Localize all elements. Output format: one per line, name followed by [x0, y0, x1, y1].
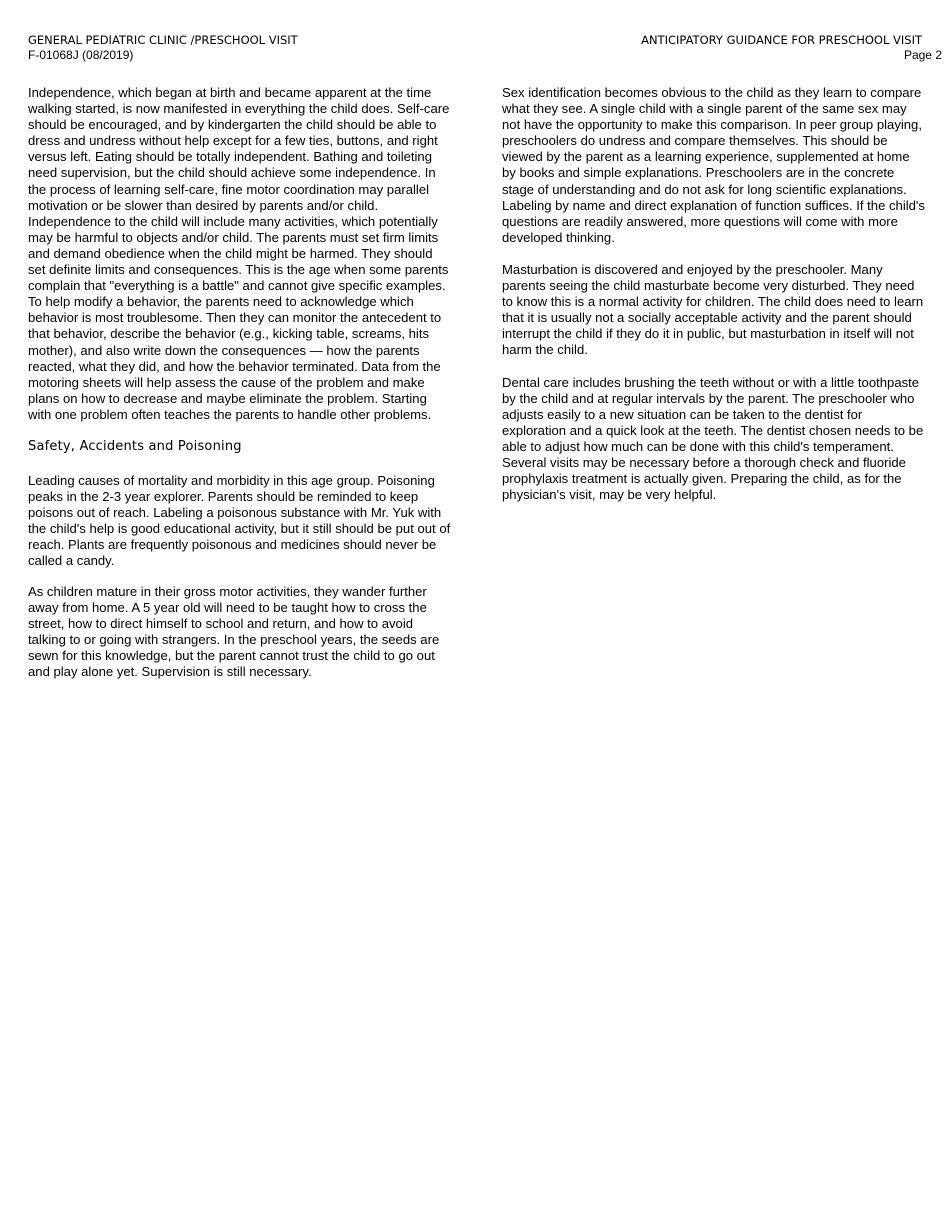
safety-paragraph-poisoning: Leading causes of mortality and morbidity in this age group. Poisoning peaks in the 2-3 year explorer. Parents should be reminded to keep poisons out of reach. Labeling a poisonous substance with Mr. Yuk with the child's help is good educational activity, but it still should be put out of reach. Plants are frequently poisonous and medicines should never be called a candy. — [28, 472, 451, 569]
safety-section-heading: Safety, Accidents and Poisoning — [28, 438, 242, 454]
form-number: F-01068J (08/2019) — [28, 48, 134, 62]
sex-identification-paragraph: Sex identification becomes obvious to the child as they learn to compare what they see. A single child with a single parent of the same sex may not have the opportunity to make this comparison. In peer group playing, preschoolers do undress and compare themselves. This should be viewed by the parent as a learning experience, supplemented at home by books and simple explanations. Preschoolers are in the concrete stage of understanding and do not ask for long scientific explanations. Labeling by name and direct explanation of function suffices. If the child's questions are readily answered, more questions will come with more developed thinking. — [502, 85, 925, 245]
left-column — [28, 85, 452, 696]
header-left — [28, 32, 448, 63]
right-column — [502, 85, 926, 519]
safety-paragraph-supervision: As children mature in their gross motor activities, they wander further away from home. A 5 year old will need to be taught how to cross the street, how to direct himself to school and return, and how to avoid talking to or going with strangers. In the preschool years, the seeds are sewn for this knowledge, but the parent cannot trust the child to go out and play alone yet. Supervision is still necessary. — [28, 583, 440, 679]
clinic-title: GENERAL PEDIATRIC CLINIC /PRESCHOOL VISIT — [28, 33, 298, 47]
document-title: ANTICIPATORY GUIDANCE FOR PRESCHOOL VISIT — [641, 33, 922, 47]
header-right — [522, 32, 942, 63]
masturbation-paragraph: Masturbation is discovered and enjoyed by the preschooler. Many parents seeing the child masturbate become very disturbed. They need to know this is a normal activity for children. The child does need to learn that it is usually not a socially acceptable activity and the parent should interrupt the child if they do it in public, but masturbation in itself will not harm the child. — [502, 261, 924, 358]
dental-care-paragraph: Dental care includes brushing the teeth without or with a little toothpaste by the child and at regular intervals by the parent. The preschooler who adjusts easily to a new situation can be taken to the dentist for exploration and a quick look at the teeth. The dentist chosen needs to be able to adjust how much can be done with this child's temperament. Several visits may be necessary before a thorough check and fluoride prophylaxis treatment is actually given. Preparing the child, as for the physician's visit, may be very helpful. — [502, 374, 924, 503]
page-number: Page 2 — [903, 48, 942, 62]
independence-paragraph: Independence, which began at birth and became apparent at the time walking started, is now manifested in everything the child does. Self-care should be encouraged, and by kindergarten the child should be able to dress and undress without help except for a few ties, buttons, and right versus left. Eating should be totally independent. Bathing and toileting need supervision, but the child should achieve some independence. In the process of learning self-care, fine motor coordination may parallel motivation or be slower than desired by parents and/or child. Independence to the child will include many activities, which potentially may be harmful to objects and/or child. The parents must set firm limits and demand obedience when the child might be harmed. They should set definite limits and consequences. This is the age when some parents complain that "everything is a battle" and cannot give specific examples. To help modify a behavior, the parents need to acknowledge which behavior is most troublesome. Then they can monitor the antecedent to that behavior, describe the behavior (e.g., kicking table, screams, hits mother), and also write down the consequences — how the parents reacted, what they did, and how the behavior terminated. Data from the motoring sheets will help assess the cause of the problem and make plans on how to decrease and maybe eliminate the problem. Starting with one problem often teaches the parents to handle other problems. — [28, 85, 450, 422]
